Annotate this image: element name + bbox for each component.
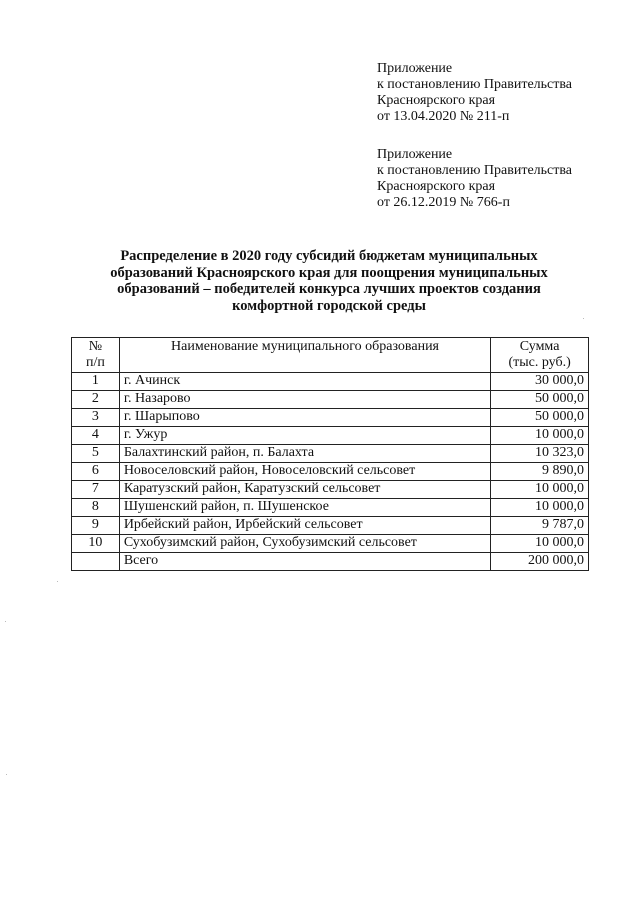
row-municipality: Ирбейский район, Ирбейский сельсовет xyxy=(119,517,490,535)
row-municipality: Балахтинский район, п. Балахта xyxy=(119,445,490,463)
header-number xyxy=(72,338,120,373)
scan-speck xyxy=(583,318,584,319)
row-municipality: Новоселовский район, Новоселовский сельсовет xyxy=(119,463,490,481)
table-row xyxy=(72,535,589,553)
appendix-label: Приложение xyxy=(377,61,453,76)
appendix-resolution-ref: к постановлению Правительства xyxy=(377,163,573,178)
table-row xyxy=(72,391,589,409)
appendix-date-number: от 13.04.2020 № 211-п xyxy=(377,109,510,124)
table-row xyxy=(72,463,589,481)
appendix-region: Красноярского края xyxy=(377,179,496,194)
table-row xyxy=(72,427,589,445)
table-header-row xyxy=(72,338,589,373)
appendix-resolution-ref: к постановлению Правительства xyxy=(377,77,573,92)
row-sum: 30 000,0 xyxy=(491,373,589,391)
row-number: 7 xyxy=(72,481,120,499)
title-line: комфортной городской среды xyxy=(232,297,426,314)
table-row xyxy=(72,481,589,499)
header-sum xyxy=(491,338,589,373)
row-number: 9 xyxy=(72,517,120,535)
table-row xyxy=(72,517,589,535)
row-number: 1 xyxy=(72,373,120,391)
header-number-symbol: № xyxy=(88,339,103,354)
total-label: Всего xyxy=(119,553,490,571)
appendix-header-original xyxy=(377,147,572,211)
total-sum: 200 000,0 xyxy=(491,553,589,571)
row-number: 10 xyxy=(72,535,120,553)
scan-speck xyxy=(6,774,7,775)
appendix-region: Красноярского края xyxy=(377,93,496,108)
row-municipality: Каратузский район, Каратузский сельсовет xyxy=(119,481,490,499)
row-number: 2 xyxy=(72,391,120,409)
row-number: 5 xyxy=(72,445,120,463)
scan-speck xyxy=(57,581,58,582)
row-municipality: Шушенский район, п. Шушенское xyxy=(119,499,490,517)
row-number: 8 xyxy=(72,499,120,517)
appendix-header-current xyxy=(377,61,572,125)
header-number-abbr: п/п xyxy=(85,355,105,370)
header-sum-unit: (тыс. руб.) xyxy=(508,355,571,370)
row-municipality: г. Шарыпово xyxy=(119,409,490,427)
title-line: образований – победителей конкурса лучших проектов создания xyxy=(117,281,541,297)
header-municipality: Наименование муниципального образования xyxy=(119,338,490,373)
title-line: Распределение в 2020 году субсидий бюджетам муниципальных xyxy=(120,248,538,264)
row-municipality: г. Ачинск xyxy=(119,373,490,391)
document-title xyxy=(70,248,588,314)
row-sum: 9 890,0 xyxy=(491,463,589,481)
appendix-label: Приложение xyxy=(377,147,453,162)
table-total-row xyxy=(72,553,589,571)
table-row xyxy=(72,409,589,427)
row-number: 3 xyxy=(72,409,120,427)
row-sum: 10 000,0 xyxy=(491,535,589,553)
row-municipality: Сухобузимский район, Сухобузимский сельсовет xyxy=(119,535,490,553)
row-sum: 10 323,0 xyxy=(491,445,589,463)
subsidy-distribution-table xyxy=(71,337,589,571)
row-number: 6 xyxy=(72,463,120,481)
total-number xyxy=(72,553,120,571)
row-sum: 50 000,0 xyxy=(491,391,589,409)
row-sum: 10 000,0 xyxy=(491,499,589,517)
row-sum: 10 000,0 xyxy=(491,481,589,499)
table-row xyxy=(72,499,589,517)
row-municipality: г. Назарово xyxy=(119,391,490,409)
row-sum: 9 787,0 xyxy=(491,517,589,535)
row-sum: 50 000,0 xyxy=(491,409,589,427)
title-line: образований Красноярского края для поощрения муниципальных xyxy=(110,264,548,281)
row-sum: 10 000,0 xyxy=(491,427,589,445)
appendix-date-number: от 26.12.2019 № 766-п xyxy=(377,195,510,210)
row-municipality: г. Ужур xyxy=(119,427,490,445)
row-number: 4 xyxy=(72,427,120,445)
table-row xyxy=(72,445,589,463)
header-sum-label: Сумма xyxy=(519,339,560,354)
scan-speck xyxy=(5,621,6,622)
table-row xyxy=(72,373,589,391)
